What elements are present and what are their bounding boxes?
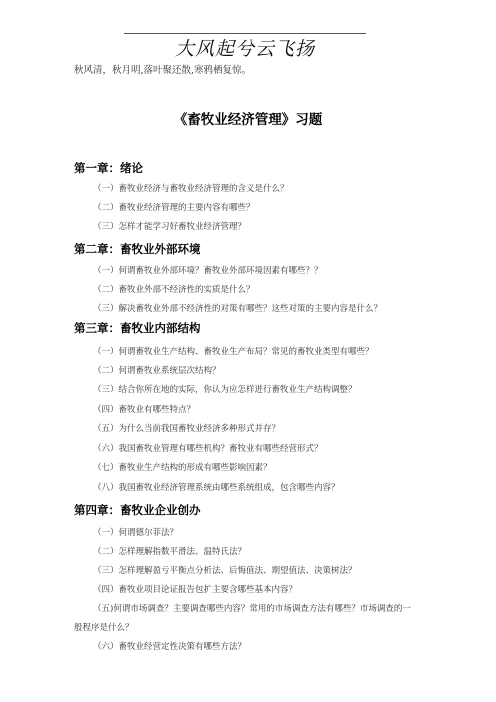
chapter-4-question: （一）何谓德尔菲法？ [93,528,179,538]
chapter-1-question: （二）畜牧业经济管理的主要内容有哪些？ [93,203,255,213]
document-title: 《畜牧业经济管理》习题 [173,112,323,128]
chapter-2-question: （一）何谓畜牧业外部环境？畜牧业外部环境因素有哪些？？ [93,266,323,276]
header-motto: 秋风清，秋月明,落叶聚还散,寒鸦栖复惊。 [74,65,252,76]
chapter-3-heading: 第三章：畜牧业内部结构 [74,321,201,335]
chapter-1-heading: 第一章：绪论 [74,161,143,175]
chapter-4-heading: 第四章：畜牧业企业创办 [74,503,201,517]
chapter-3-question: （八）我国畜牧业经济管理系统由哪些系统组成，包含哪些内容？ [93,483,340,493]
chapter-4-question: （二）怎样理解指数平滑法、温特氏法？ [93,547,247,557]
header-title: 大风起兮云飞扬 [174,38,315,60]
chapter-3-question: （一）何谓畜牧业生产结构、畜牧业生产布局？常见的畜牧业类型有哪些？ [93,347,374,357]
chapter-4-question: （三）怎样理解盈亏平衡点分析法、后悔值法、期望值法、决策树法？ [93,566,357,576]
chapter-4-question: （四）畜牧业项目论证报告包扩主要含哪些基本内容？ [93,585,298,595]
chapter-2-question: （三）解决畜牧业外部不经济性的对策有哪些？这些对策的主要内容是什么？ [93,304,383,314]
chapter-4-question-continuation: 般程序是什么？ [74,623,134,633]
chapter-3-question: （三）结合你所在地的实际，你认为应怎样进行畜牧业生产结构调整？ [93,385,357,395]
chapter-1-question: （三）怎样才能学习好畜牧业经济管理？ [93,222,247,232]
chapter-4-question: （五)何谓市场调查？主要调查哪些内容？常用的市场调查方法有哪些？市场调查的一 [93,604,411,614]
chapter-3-question: （二）何谓畜牧业系统层次结构？ [93,366,221,376]
chapter-4-question: （六）畜牧业经营定性决策有哪些方法？ [93,642,247,652]
chapter-3-question: （四）畜牧业有哪些特点？ [93,405,196,415]
chapter-3-question: （六）我国畜牧业管理有哪些机构？畜牧业有哪些经营形式？ [93,444,323,454]
chapter-3-question: （五）为什么当前我国畜牧业经济多种形式并存？ [93,424,281,434]
chapter-2-heading: 第二章：畜牧业外部环境 [74,242,201,256]
chapter-2-question: （二）畜牧业外部不经济性的实质是什么？ [93,285,255,295]
chapter-1-question: （一）畜牧业经济与畜牧业经济管理的含义是什么？ [93,184,289,194]
chapter-3-question: （七）畜牧业生产结构的形成有哪些影响因素？ [93,463,272,473]
